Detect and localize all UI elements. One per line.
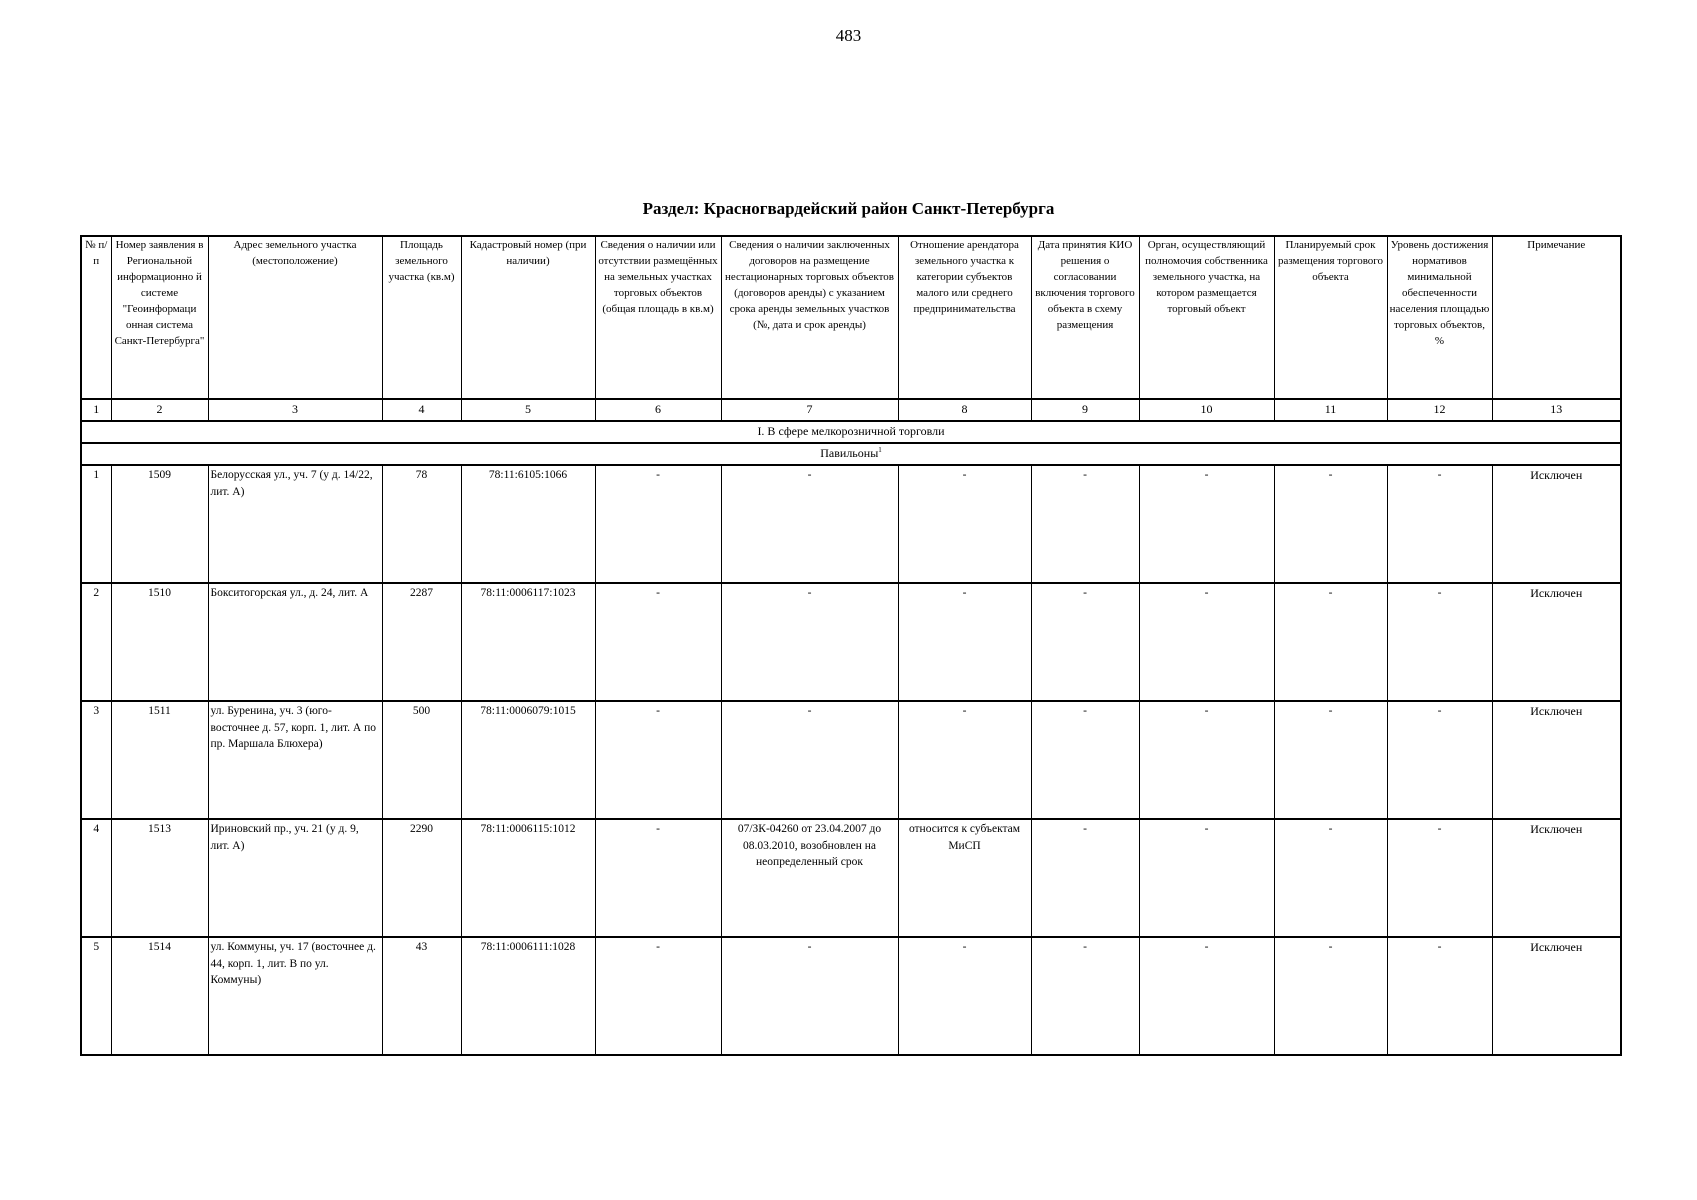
land-area: 43 xyxy=(382,937,461,1055)
column-number: 4 xyxy=(382,399,461,421)
application-number: 1509 xyxy=(111,465,208,583)
subgroup-heading-text: Павильоны xyxy=(820,446,879,461)
provision-level: - xyxy=(1387,465,1492,583)
existing-objects: - xyxy=(595,583,721,701)
provision-level: - xyxy=(1387,583,1492,701)
address: Белорусская ул., уч. 7 (у д. 14/22, лит. А) xyxy=(208,465,382,583)
column-number: 9 xyxy=(1031,399,1139,421)
decision-date: - xyxy=(1031,937,1139,1055)
column-number: 12 xyxy=(1387,399,1492,421)
table-row xyxy=(81,583,1621,701)
header-row xyxy=(81,236,1621,399)
business-category: - xyxy=(898,937,1031,1055)
cadastral-number: 78:11:0006117:1023 xyxy=(461,583,595,701)
row-number: 1 xyxy=(81,465,111,583)
cadastral-number: 78:11:0006115:1012 xyxy=(461,819,595,937)
provision-level: - xyxy=(1387,701,1492,819)
decision-date: - xyxy=(1031,701,1139,819)
land-area: 2287 xyxy=(382,583,461,701)
land-area: 500 xyxy=(382,701,461,819)
column-number: 8 xyxy=(898,399,1031,421)
owner-authority: - xyxy=(1139,819,1274,937)
planned-term: - xyxy=(1274,465,1387,583)
group-heading: I. В сфере мелкорозничной торговли xyxy=(81,421,1621,443)
column-number: 6 xyxy=(595,399,721,421)
row-number: 3 xyxy=(81,701,111,819)
decision-date: - xyxy=(1031,465,1139,583)
column-number: 1 xyxy=(81,399,111,421)
owner-authority: - xyxy=(1139,583,1274,701)
address: ул. Буренина, уч. 3 (юго-восточнее д. 57, корп. 1, лит. А по пр. Маршала Блюхера) xyxy=(208,701,382,819)
column-number: 3 xyxy=(208,399,382,421)
table-row xyxy=(81,701,1621,819)
column-header: Дата принятия КИО решения о согласовании включения торгового объекта в схему размещения xyxy=(1031,236,1139,399)
column-number: 11 xyxy=(1274,399,1387,421)
existing-objects: - xyxy=(595,819,721,937)
owner-authority: - xyxy=(1139,937,1274,1055)
existing-objects: - xyxy=(595,701,721,819)
column-header: Сведения о наличии или отсутствии размещённых на земельных участках торговых объектов (общая площадь в кв.м) xyxy=(595,236,721,399)
column-number: 7 xyxy=(721,399,898,421)
lease-contracts: - xyxy=(721,701,898,819)
land-area: 2290 xyxy=(382,819,461,937)
business-category: - xyxy=(898,465,1031,583)
provision-level: - xyxy=(1387,937,1492,1055)
subgroup-heading xyxy=(81,443,1621,465)
owner-authority: - xyxy=(1139,701,1274,819)
group-heading-row xyxy=(81,421,1621,443)
table-row xyxy=(81,465,1621,583)
column-number: 13 xyxy=(1492,399,1621,421)
decision-date: - xyxy=(1031,819,1139,937)
decision-date: - xyxy=(1031,583,1139,701)
existing-objects: - xyxy=(595,937,721,1055)
note: Исключен xyxy=(1492,819,1621,937)
note: Исключен xyxy=(1492,701,1621,819)
column-header: Уровень достижения нормативов минимальной обеспеченности населения площадью торговых объектов, % xyxy=(1387,236,1492,399)
column-header: Площадь земельного участка (кв.м) xyxy=(382,236,461,399)
row-number: 4 xyxy=(81,819,111,937)
lease-contracts: - xyxy=(721,465,898,583)
planned-term: - xyxy=(1274,937,1387,1055)
business-category: относится к субъектам МиСП xyxy=(898,819,1031,937)
row-number: 5 xyxy=(81,937,111,1055)
footnote-marker: 1 xyxy=(878,446,882,455)
column-header: Адрес земельного участка (местоположение) xyxy=(208,236,382,399)
column-header: № п/п xyxy=(81,236,111,399)
application-number: 1510 xyxy=(111,583,208,701)
application-number: 1511 xyxy=(111,701,208,819)
existing-objects: - xyxy=(595,465,721,583)
column-header: Кадастровый номер (при наличии) xyxy=(461,236,595,399)
column-number: 2 xyxy=(111,399,208,421)
lease-contracts: - xyxy=(721,937,898,1055)
registry-table xyxy=(80,235,1622,1056)
column-header: Планируемый срок размещения торгового объекта xyxy=(1274,236,1387,399)
section-title: Раздел: Красногвардейский район Санкт-Петербурга xyxy=(642,199,1055,218)
note: Исключен xyxy=(1492,465,1621,583)
business-category: - xyxy=(898,583,1031,701)
column-number-row xyxy=(81,399,1621,421)
subgroup-heading-row xyxy=(81,443,1621,465)
planned-term: - xyxy=(1274,701,1387,819)
note: Исключен xyxy=(1492,937,1621,1055)
column-header: Номер заявления в Региональной информационно й системе "Геоинформаци онная система Санкт-Петербурга" xyxy=(111,236,208,399)
table-row xyxy=(81,937,1621,1055)
column-header: Орган, осуществляющий полномочия собственника земельного участка, на котором размещается торговый объект xyxy=(1139,236,1274,399)
column-header: Отношение арендатора земельного участка к категории субъектов малого или среднего предпринимательства xyxy=(898,236,1031,399)
column-number: 10 xyxy=(1139,399,1274,421)
address: Ириновский пр., уч. 21 (у д. 9, лит. А) xyxy=(208,819,382,937)
cadastral-number: 78:11:6105:1066 xyxy=(461,465,595,583)
cadastral-number: 78:11:0006111:1028 xyxy=(461,937,595,1055)
address: Бокситогорская ул., д. 24, лит. А xyxy=(208,583,382,701)
address: ул. Коммуны, уч. 17 (восточнее д. 44, корп. 1, лит. В по ул. Коммуны) xyxy=(208,937,382,1055)
application-number: 1513 xyxy=(111,819,208,937)
owner-authority: - xyxy=(1139,465,1274,583)
cadastral-number: 78:11:0006079:1015 xyxy=(461,701,595,819)
column-number: 5 xyxy=(461,399,595,421)
column-header: Примечание xyxy=(1492,236,1621,399)
row-number: 2 xyxy=(81,583,111,701)
lease-contracts: - xyxy=(721,583,898,701)
planned-term: - xyxy=(1274,583,1387,701)
column-header: Сведения о наличии заключенных договоров на размещение нестационарных торговых объектов (договоров аренды) с указанием срока аренды земельных участков (№, дата и срок аренды) xyxy=(721,236,898,399)
lease-contracts: 07/ЗК-04260 от 23.04.2007 до 08.03.2010, возобновлен на неопределенный срок xyxy=(721,819,898,937)
table-row xyxy=(81,819,1621,937)
page-number: 483 xyxy=(835,26,862,45)
planned-term: - xyxy=(1274,819,1387,937)
business-category: - xyxy=(898,701,1031,819)
note: Исключен xyxy=(1492,583,1621,701)
provision-level: - xyxy=(1387,819,1492,937)
application-number: 1514 xyxy=(111,937,208,1055)
land-area: 78 xyxy=(382,465,461,583)
